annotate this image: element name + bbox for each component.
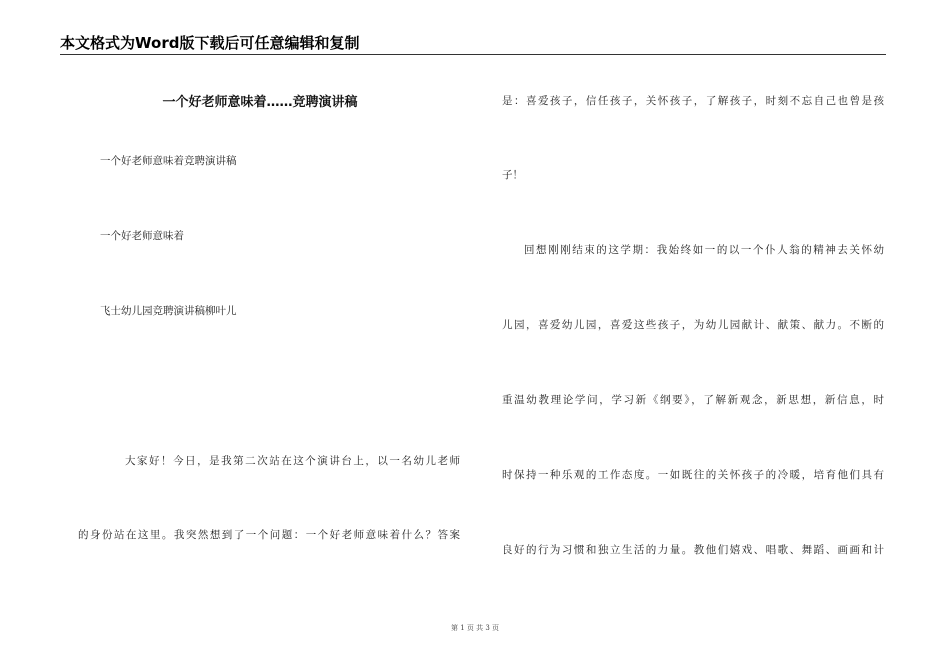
paragraph-line: 子！ xyxy=(502,169,523,181)
paragraph-line: 的身份站在这里。我突然想到了一个问题：一个好老师意味着什么？答案 xyxy=(78,529,460,541)
subtitle-line: 一个好老师意味着竞聘演讲稿 xyxy=(100,155,237,167)
page-indicator: 第 1 页 共 3 页 xyxy=(450,624,500,632)
paragraph-line: 良好的行为习惯和独立生活的力量。教他们嬉戏、唱歌、舞蹈、画画和计 xyxy=(502,544,884,556)
paragraph-line: 重温幼教理论学问，学习新《纲要》，了解新观念，新思想，新信息，时 xyxy=(502,394,884,406)
subtitle-line-2: 一个好老师意味着 xyxy=(100,230,184,242)
paragraph-line: 回想刚刚结束的这学期：我始终如一的以一个仆人翁的精神去关怀幼 xyxy=(524,244,884,256)
paragraph-line: 是：喜爱孩子，信任孩子，关怀孩子，了解孩子，时刻不忘自己也曾是孩 xyxy=(502,95,884,107)
document-title: 一个好老师意味着……竞聘演讲稿 xyxy=(162,95,358,110)
header-title: 本文格式为Word版下载后可任意编辑和复制 xyxy=(60,34,360,52)
paragraph-line: 儿园，喜爱幼儿园，喜爱这些孩子，为幼儿园献计、献策、献力。不断的 xyxy=(502,319,884,331)
document-header xyxy=(60,30,886,55)
paragraph-line: 时保持一种乐观的工作态度。一如既往的关怀孩子的冷暖，培育他们具有 xyxy=(502,469,884,481)
author-line: 飞士幼儿园竞聘演讲稿柳叶儿 xyxy=(100,305,237,317)
paragraph-line: 大家好！今日，是我第二次站在这个演讲台上，以一名幼儿老师 xyxy=(125,455,460,467)
